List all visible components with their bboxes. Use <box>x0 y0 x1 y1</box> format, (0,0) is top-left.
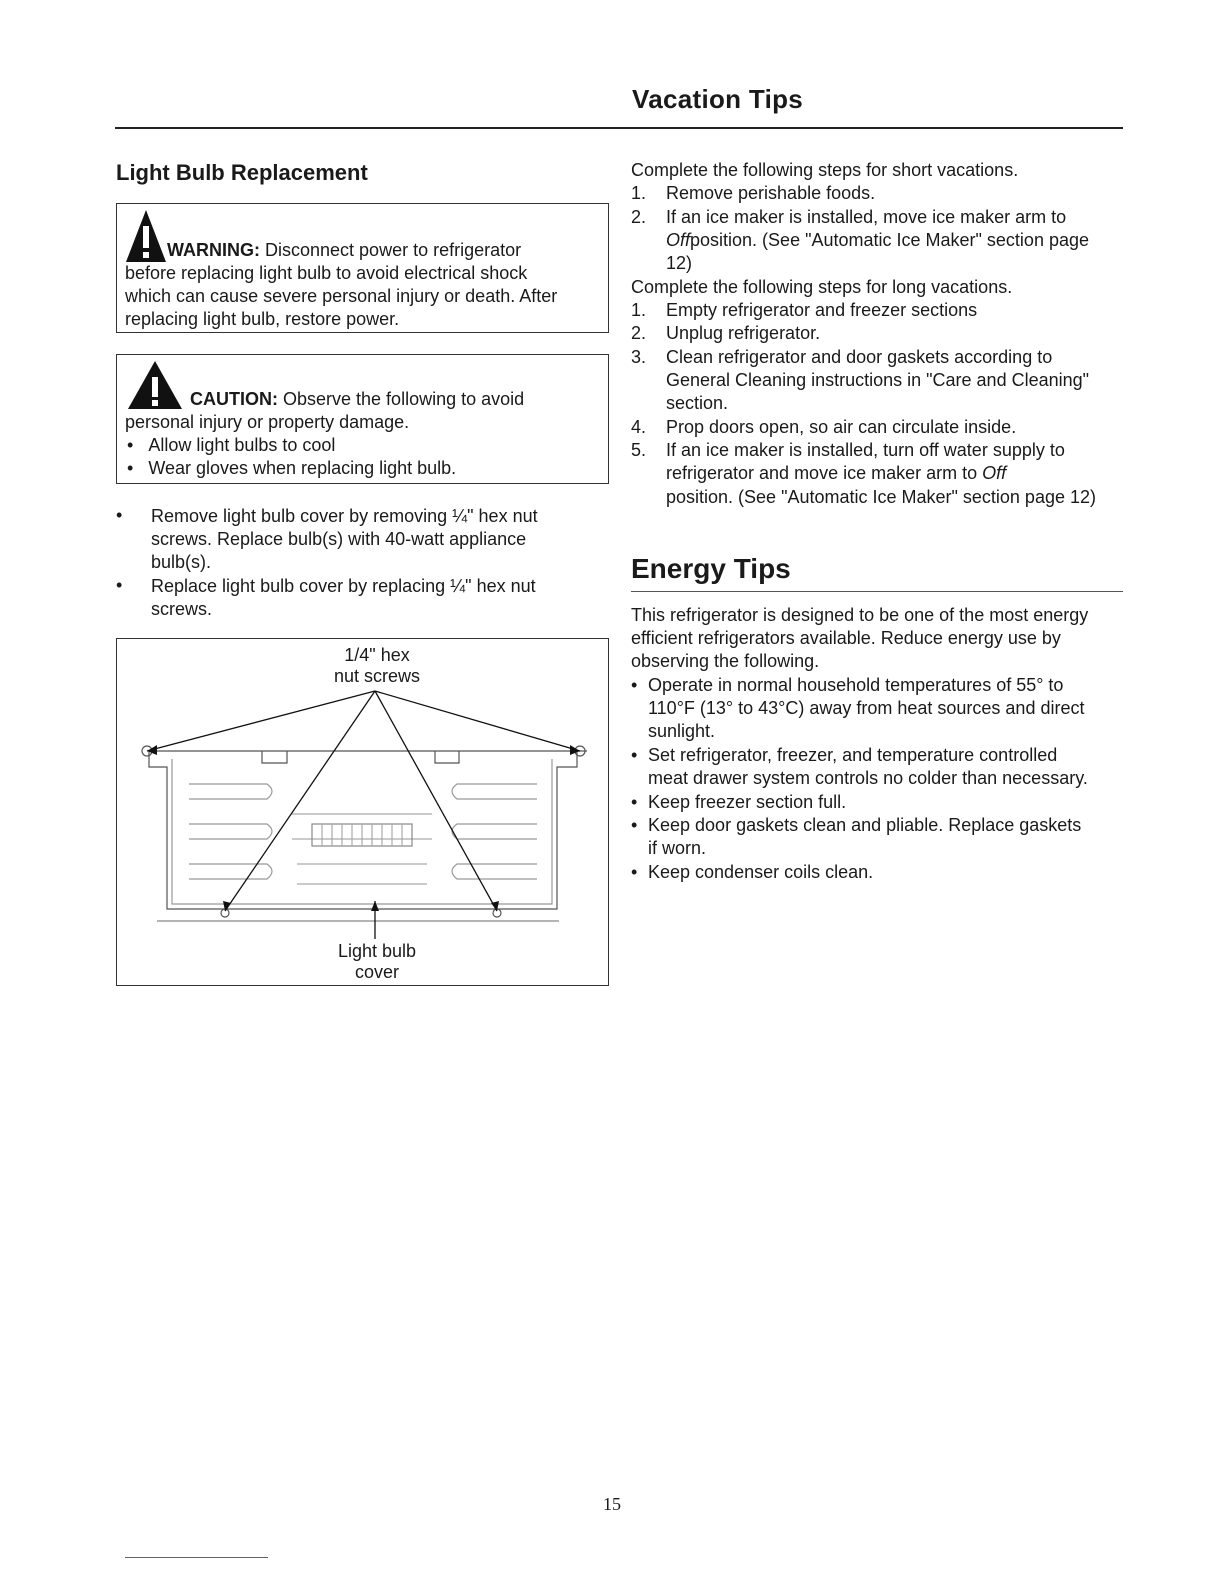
bullet-icon: • <box>631 815 638 835</box>
short-step-2-line-3: 12) <box>666 253 693 273</box>
caution-label: CAUTION: <box>190 389 278 409</box>
warning-line-2: before replacing light bulb to avoid electrical shock <box>125 263 528 283</box>
energy-bullet-1-line-3: sunlight. <box>648 721 716 741</box>
figure-label-line: cover <box>354 962 399 982</box>
step-line: screws. Replace bulb(s) with 40-watt appliance <box>151 529 527 550</box>
energy-bullet-2-line-1: Set refrigerator, freezer, and temperature controlled <box>648 745 1058 765</box>
long-vacation-intro: Complete the following steps for long vacations. <box>631 277 1013 297</box>
long-step-5-line-3: position. (See "Automatic Ice Maker" section page 12) <box>666 487 1096 507</box>
list-number: 2. <box>631 323 647 343</box>
list-number: 1. <box>631 183 647 203</box>
energy-bullet-3: Keep freezer section full. <box>648 792 847 812</box>
energy-intro-line-3: observing the following. <box>631 651 820 671</box>
italic-off: Off <box>982 463 1007 483</box>
figure-label-line: nut screws <box>333 666 421 686</box>
page-title: Vacation Tips <box>632 84 804 114</box>
caution-bullet-text: Wear gloves when replacing light bulb. <box>148 458 457 478</box>
long-step-4: Prop doors open, so air can circulate inside. <box>666 417 1017 437</box>
figure-label-bulb-cover <box>307 941 447 983</box>
step-line: Remove light bulb cover by removing ¼" hex nut <box>151 506 538 526</box>
long-step-5-line-1: If an ice maker is installed, turn off water supply to <box>666 440 1065 460</box>
list-number: 5. <box>631 440 647 460</box>
energy-bullet-4-line-2: if worn. <box>648 838 707 858</box>
page-number: 15 <box>603 1494 621 1514</box>
short-vacation-intro: Complete the following steps for short vacations. <box>631 160 1019 180</box>
energy-bullet-2-line-2: meat drawer system controls no colder than necessary. <box>648 768 1088 788</box>
short-step-1: Remove perishable foods. <box>666 183 876 203</box>
short-step-2-line-2 <box>666 230 1089 251</box>
list-number: 1. <box>631 300 647 320</box>
caution-box <box>116 354 609 484</box>
short-step-2-text: position. (See "Automatic Ice Maker" section page <box>690 230 1089 250</box>
energy-intro-line-1: This refrigerator is designed to be one of the most energy <box>631 605 1089 625</box>
step-line: Replace light bulb cover by replacing ¼" hex nut <box>151 576 536 596</box>
warning-label: WARNING: <box>167 240 260 260</box>
warning-triangle-icon <box>124 208 168 264</box>
long-step-5-text: refrigerator and move ice maker arm to <box>666 463 983 483</box>
energy-bullet-1-line-1: Operate in normal household temperatures of 55° to <box>648 675 1064 695</box>
caution-text: Observe the following to avoid <box>278 389 525 409</box>
caution-line-2: personal injury or property damage. <box>125 412 410 432</box>
caution-bullet-2: • Wear gloves when replacing light bulb. <box>127 458 457 478</box>
list-number: 4. <box>631 417 647 437</box>
bullet-icon: • <box>631 745 638 765</box>
energy-bullet-1-line-2: 110°F (13° to 43°C) away from heat sources and direct <box>648 698 1085 718</box>
energy-tips-heading: Energy Tips <box>631 553 791 584</box>
long-step-2: Unplug refrigerator. <box>666 323 821 343</box>
warning-text: Disconnect power to refrigerator <box>260 240 522 260</box>
light-bulb-figure <box>116 638 609 986</box>
long-step-1: Empty refrigerator and freezer sections <box>666 300 978 320</box>
caution-bullet-1: • Allow light bulbs to cool <box>127 435 336 455</box>
long-step-3-line-3: section. <box>666 393 729 413</box>
warning-line-4: replacing light bulb, restore power. <box>125 309 400 329</box>
warning-box <box>116 203 609 333</box>
bullet-icon: • <box>631 675 638 695</box>
list-number: 3. <box>631 347 647 367</box>
caution-bullet-text: Allow light bulbs to cool <box>148 435 336 455</box>
long-step-3-line-1: Clean refrigerator and door gaskets according to <box>666 347 1053 367</box>
step-line: screws. <box>151 599 213 620</box>
figure-label-line: 1/4" hex <box>344 645 410 665</box>
title-divider <box>115 127 1123 129</box>
warning-line-3: which can cause severe personal injury or death. After <box>125 286 558 306</box>
bullet-icon: • <box>631 862 638 882</box>
bullet-icon: • <box>631 792 638 812</box>
energy-divider <box>631 591 1123 592</box>
energy-bullet-4-line-1: Keep door gaskets clean and pliable. Replace gaskets <box>648 815 1082 835</box>
energy-bullet-5: Keep condenser coils clean. <box>648 862 874 882</box>
bullet-icon: • <box>116 575 123 595</box>
long-step-5-line-2 <box>666 463 1006 484</box>
footer-divider <box>125 1557 268 1558</box>
short-step-2-line-1: If an ice maker is installed, move ice maker arm to <box>666 207 1067 227</box>
bullet-icon: • <box>116 505 123 525</box>
light-cover-drawing <box>117 639 607 984</box>
step-line: bulb(s). <box>151 552 212 573</box>
energy-intro-line-2: efficient refrigerators available. Reduce energy use by <box>631 628 1061 648</box>
italic-off: Off <box>666 230 691 250</box>
step-remove-cover <box>151 505 538 575</box>
list-number: 2. <box>631 207 647 227</box>
caution-triangle-icon <box>124 359 186 411</box>
long-step-3-line-2: General Cleaning instructions in "Care and Cleaning" <box>666 370 1090 390</box>
warning-line-1 <box>167 240 521 261</box>
figure-label-line: Light bulb <box>337 941 417 961</box>
light-bulb-heading: Light Bulb Replacement <box>116 160 368 185</box>
step-replace-cover <box>151 575 536 621</box>
caution-line-1 <box>190 389 524 410</box>
